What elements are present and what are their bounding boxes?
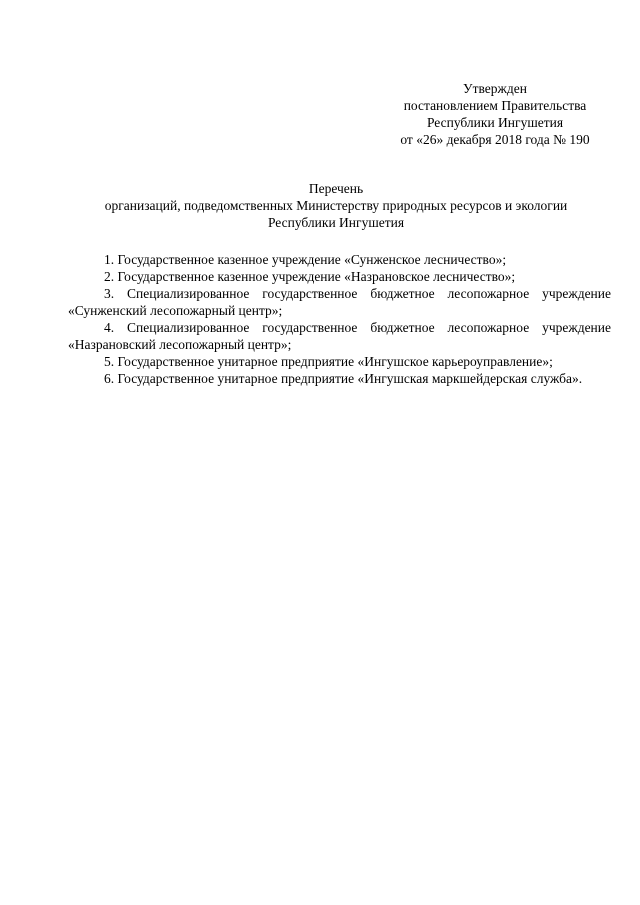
list-item: 2. Государственное казенное учреждение «Назрановское лесничество»; xyxy=(104,269,516,284)
list-item: 3. Специализированное государственное бюджетное лесопожарное учреждение «Сунженский лесопожарный центр»; xyxy=(68,286,611,318)
list-item: 1. Государственное казенное учреждение «Сунженское лесничество»; xyxy=(104,252,507,267)
approval-line-3: Республики Ингушетия xyxy=(426,115,564,130)
document-title xyxy=(68,180,604,231)
approval-stamp xyxy=(370,80,620,148)
approval-line-4: от «26» декабря 2018 года № 190 xyxy=(400,132,590,147)
organization-list xyxy=(68,251,611,387)
approval-line-2: постановлением Правительства xyxy=(403,98,587,113)
list-item: 5. Государственное унитарное предприятие «Ингушское карьероуправление»; xyxy=(104,354,553,369)
approval-line-1: Утвержден xyxy=(463,81,527,96)
list-item: 4. Специализированное государственное бюджетное лесопожарное учреждение «Назрановский лесопожарный центр»; xyxy=(68,320,611,352)
title-line-2: организаций, подведомственных Министерству природных ресурсов и экологии xyxy=(104,198,568,213)
title-heading: Перечень xyxy=(308,181,364,196)
list-item: 6. Государственное унитарное предприятие «Ингушская маркшейдерская служба». xyxy=(104,371,583,386)
title-line-3: Республики Ингушетия xyxy=(267,215,405,230)
